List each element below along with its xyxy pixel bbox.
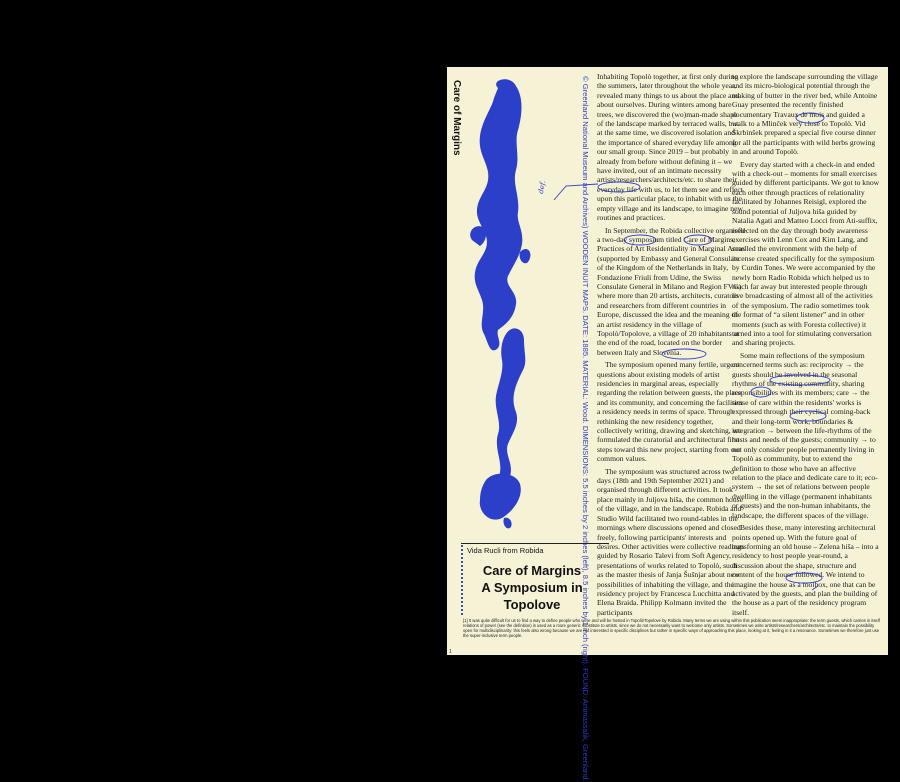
- title-line-3: Topolove: [503, 597, 561, 612]
- paragraph: to explore the landscape surrounding the village and its micro-biological potential through the making of butter in the river bed, while Antoine Guay presented the recently finished documentary Travaux de mois and guided a walk to a Mlinček very close to Topolò. Vid Škrbinšek prepared a special five course dinner for all the participants with wild herbs growing in and around Topolò.: [732, 72, 878, 157]
- paragraph: Some main reflections of the symposium concerned terms such as: reciprocity → the guests should be involved in the seasonal rhythms of the existing community, sharing responsibilities with its members; care → the sense of care within the residents' works is expressed through their cyclical coming-back and their long-term work; boundaries & integration → between the life-rhythms of the hosts and needs of the guests; community → to not only consider people permanently living in Topolò as community, but to extend the definition to those who have an affective relation to the place and dedicate care to it; eco-system → the set of relations between people dwelling in the village (permanent inhabitants or guests) and the non-human inhabitants, the landscape, the different spaces of the village.: [732, 350, 878, 520]
- paragraph: In September, the Robida collective organised a two-day symposium titled Care of Margins, Practices of Art Residentiality in Marginal Areas (supported by Embassy and General Consulate of the Kingdom of the Netherlands in Italy, Fondazione Friuli from Udine, the Swiss Consulate General in Milano and Region FVG) where more than 20 artists, architects, curators and researchers from different countries in Europe, discussed the idea and the meaning of an artist residency in the village of Topolò/Topolove, a village of 20 inhabitants at the end of the road, located on the border between Italy and Slovenia.: [597, 225, 745, 357]
- artifact-caption: © Greenland National Museum and Archives) WOODEN INUIT MAPS. DATE: 1885. MATERIAL: Wood. DIMENSIONS: 5.5 inches by 2 inches (left), 8.5 inches by 1 inch (right). FOUND: Ammassalik, Greenland.: [581, 76, 590, 782]
- text-column-1: [597, 72, 745, 620]
- title-divider: [461, 543, 609, 544]
- paragraph: Inhabiting Topolò together, at first only during the summers, later throughout the whole year, revealed many things to us about the place and about ourselves. During winters among bare trees, we discovered the (wo)man-made shape of the landscape marked by terraced walls, but at the same time, we discovered isolation and the importance of shared everyday life among our small group. Since 2019 – but probably already from before without defining it – we have invited, out of an intimate necessity artists/researchers/architects/etc. to share their everyday life with us, to let them see and reflect upon this particular place, to inhabit with us the empty village and its landscape, to imagine new routines and practices.: [597, 72, 743, 223]
- paragraph: The symposium opened many fertile, urgent questions about existing models of artist residencies in marginal areas, especially regarding the relation between guests, the place and its community, and concerning the facilities a residency needs in terms of space. Through rethinking the new residency together, collectively writing, drawing and sketching, we formulated the curatorial and architectural first steps toward this new project, starting from our common values.: [597, 360, 743, 464]
- page-number: 1: [449, 649, 452, 655]
- footnote: [1] It was quite difficult for us to find a way to define people who were and will be hosted in Topolò/Topolove by Robida. Many terms we are using within this publication seem inappropriate: the term guests, which carries in itself relations of power (see the definition) is used as a more generic substitute to artists, since we do not necessarily want to welcome only artists. Sometimes we write artists/researchers/architects/etc. to maintain the possibility open for multidisciplinarity: this feels also wrong because we are not interested in specific disciplines but rather in specific ways of approaching this place, looking at it, feeling in it a resonance. Sometimes we therefore just use the super-inclusive term people.: [463, 618, 880, 638]
- paragraph: The symposium was structured across two days (18th and 19th September 2021) and organised through different activities. It took place mainly in Juljova hiša, the common house of the village, and in the landscape. Robida and Studio Wild facilitated two round-tables in the mornings where discussions opened and closed freely, following participants' interests and desires. Other activities were collective readings guided by Rosario Talevi from Soft Agency, presentations of works related to Topolò, such as the master thesis of Janja Šušnjar about new possibilities of inhabiting the village, and the residency project by Francesca Lucchitta and Elena Braida. Philipp Kolmann invited the participants: [597, 466, 745, 617]
- wooden-map-artifact-image: [458, 72, 578, 532]
- title-line-2: A Symposium in: [481, 580, 583, 595]
- article-title: [470, 562, 594, 613]
- paragraph: Every day started with a check-in and ended with a check-out – moments for small exercises guided by different participants. We got to know each other through practices of relationality facilitated by Johannes Reisigl, explored the sound potential of Juljova hiša guided by Natalia Agati and Matteo Locci from Ati-suffix, reflected on the day through body awareness exercises with Lenn Cox and Kim Lang, and smelled the environment with the help of incense created specifically for the symposium by Curdin Tones. We were accompanied by the newly born Radio Robida which helped us to reach far away but interested people through live broadcasting of almost all of the activities of the symposium. The radio sometimes took the format of “a silent listener” and in other moments (such as with Foresta collective) it turned into a tool for stimulating conversation and sharing projects.: [732, 159, 880, 348]
- byline: Vida Rucli from Robida: [467, 546, 544, 555]
- dotted-margin-mark: [461, 545, 466, 615]
- title-line-1: Care of Margins: [482, 563, 582, 578]
- running-head: Care of Margins: [451, 80, 462, 156]
- margin-note: def.: [537, 179, 548, 195]
- text-column-2: [732, 72, 880, 620]
- paragraph: Besides these, many interesting architectural points opened up. With the future goal of transforming an old house – Zelena hiša – into a residency to host people year-round, a discussion about the shape, structure and content of the house followed. We intend to imagine the house as a toolbox, one that can be activated by the guests, and plan the building of the house as a part of the residency program itself.: [732, 523, 879, 617]
